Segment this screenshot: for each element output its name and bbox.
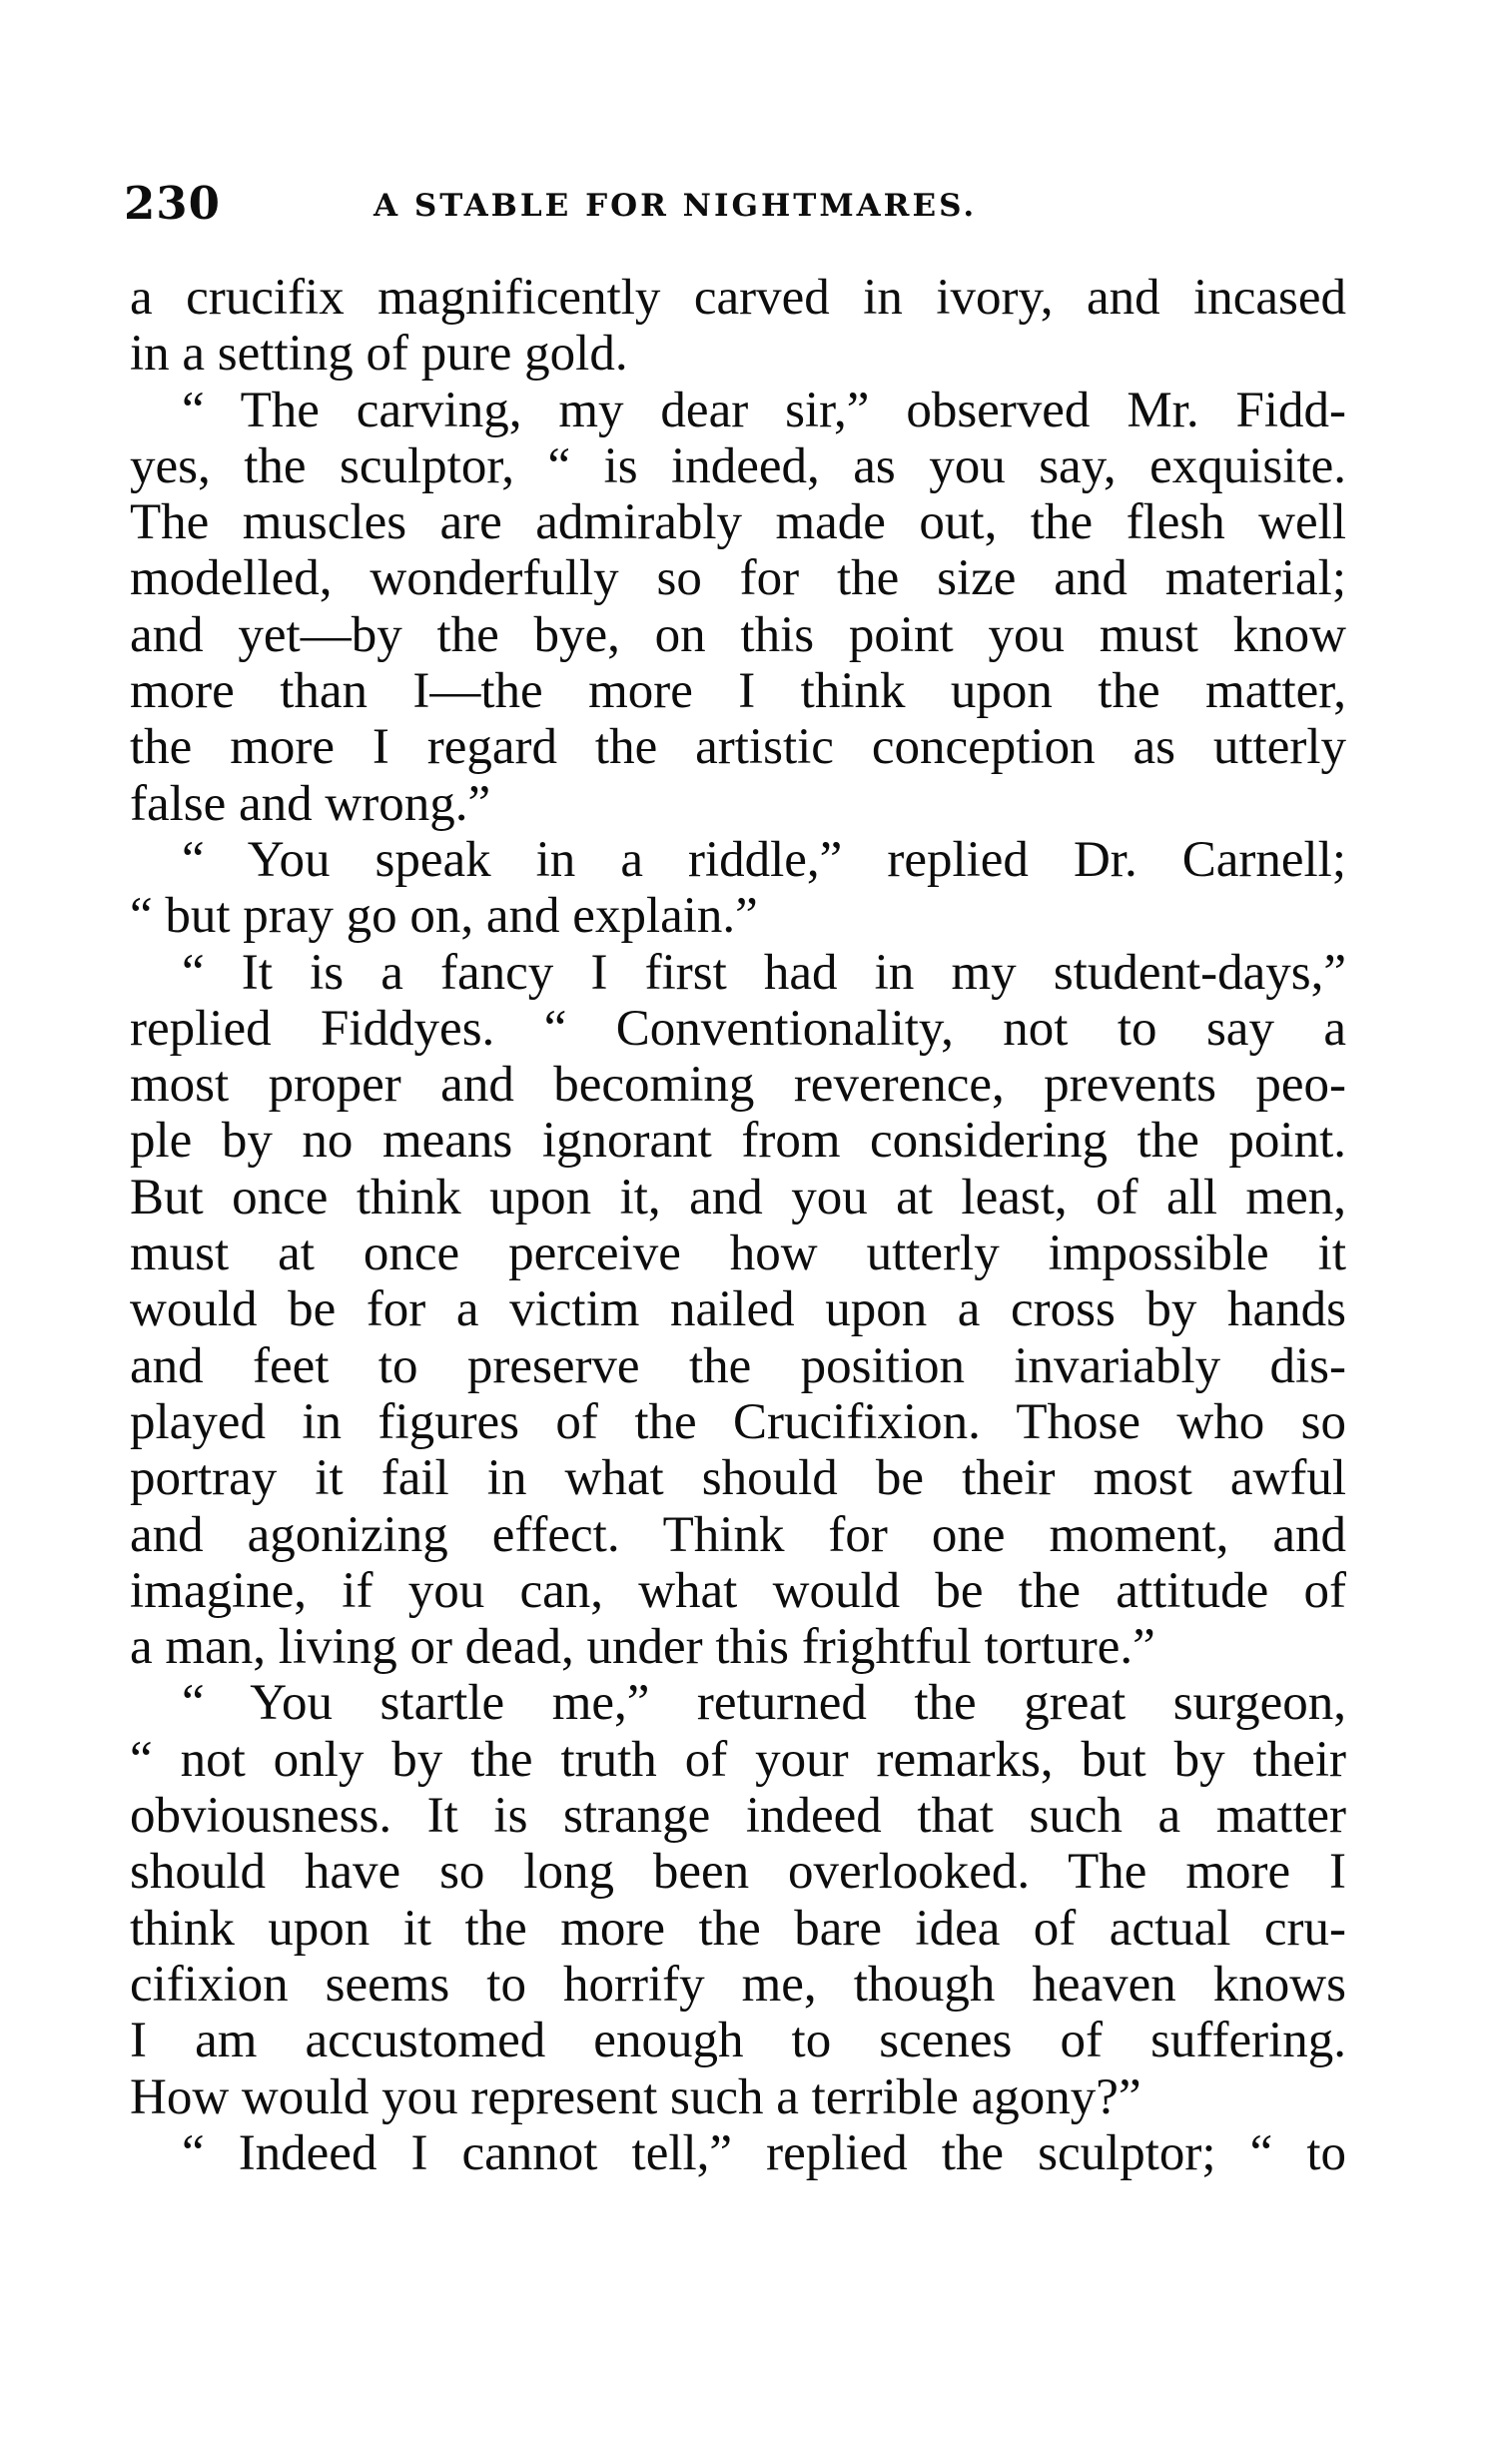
body-text [130, 270, 1346, 2181]
text-line: ple by no means ignorant from considering the point. [130, 1113, 1346, 1170]
text-line: cifixion seems to horrify me, though heaven knows [130, 1956, 1346, 2013]
running-title: A STABLE FOR NIGHTMARES. [374, 188, 978, 224]
running-header [124, 174, 1222, 234]
page-number: 230 [124, 177, 221, 230]
text-line: false and wrong.” [130, 775, 491, 832]
text-line: think upon it the more the bare idea of actual cru- [130, 1900, 1346, 1957]
text-line: “ You speak in a riddle,” replied Dr. Carnell; [182, 831, 1346, 888]
text-line: “ You startle me,” returned the great surgeon, [182, 1675, 1346, 1732]
text-line: a crucifix magnificently carved in ivory, and incased [130, 270, 1346, 326]
text-line: imagine, if you can, what would be the attitude of [130, 1562, 1346, 1619]
text-line: in a setting of pure gold. [130, 326, 628, 383]
text-line: must at once perceive how utterly impossible it [130, 1226, 1346, 1282]
text-line: “ The carving, my dear sir,” observed Mr. Fidd- [182, 382, 1346, 438]
text-line: and agonizing effect. Think for one moment, and [130, 1506, 1346, 1563]
text-line: The muscles are admirably made out, the flesh well [130, 494, 1346, 551]
text-line: would be for a victim nailed upon a cross by hands [130, 1281, 1346, 1338]
text-line: obviousness. It is strange indeed that such a matter [130, 1788, 1346, 1845]
text-line: yes, the sculptor, “ is indeed, as you say, exquisite. [130, 437, 1346, 494]
text-line: a man, living or dead, under this frightful torture.” [130, 1619, 1155, 1676]
text-line: modelled, wonderfully so for the size and material; [130, 550, 1346, 607]
text-line: I am accustomed enough to scenes of suffering. [130, 2013, 1346, 2069]
text-line: and feet to preserve the position invariably dis- [130, 1337, 1346, 1394]
text-line: “ Indeed I cannot tell,” replied the sculptor; “ to [182, 2124, 1346, 2181]
text-line: But once think upon it, and you at least, of all men, [130, 1169, 1346, 1226]
text-line: How would you represent such a terrible agony?” [130, 2068, 1141, 2125]
text-line: played in figures of the Crucifixion. Those who so [130, 1393, 1346, 1450]
text-line: “ but pray go on, and explain.” [130, 888, 758, 945]
text-line: and yet—by the bye, on this point you must know [130, 606, 1346, 663]
text-line: most proper and becoming reverence, prevents peo- [130, 1057, 1346, 1114]
text-line: “ not only by the truth of your remarks, but by their [130, 1731, 1346, 1788]
text-line: “ It is a fancy I first had in my student-days,” [182, 944, 1346, 1001]
text-line: should have so long been overlooked. The more I [130, 1844, 1346, 1901]
text-line: portray it fail in what should be their most awful [130, 1450, 1346, 1507]
text-line: more than I—the more I think upon the matter, [130, 663, 1346, 720]
text-line: replied Fiddyes. “ Conventionality, not to say a [130, 1000, 1346, 1057]
text-line: the more I regard the artistic conception as utterly [130, 719, 1346, 776]
